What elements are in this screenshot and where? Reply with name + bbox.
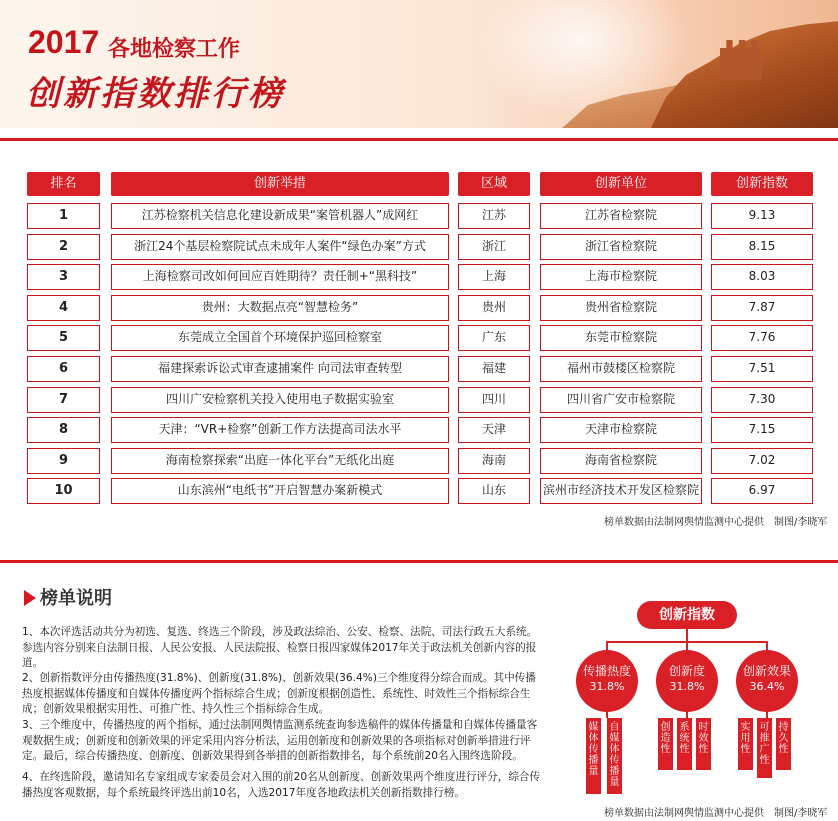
index-cell: 7.30 bbox=[711, 387, 813, 413]
unit-cell: 四川省广安市检察院 bbox=[540, 387, 702, 413]
region-cell: 四川 bbox=[458, 387, 530, 413]
diagram-root: 创新指数 bbox=[637, 601, 737, 629]
region-cell: 广东 bbox=[458, 325, 530, 351]
rank-cell: 8 bbox=[27, 417, 100, 443]
page-title: 创新指数排行榜 bbox=[26, 74, 285, 114]
measure-cell: 东莞成立全国首个环境保护巡回检察室 bbox=[111, 325, 449, 351]
index-cell: 8.15 bbox=[711, 234, 813, 260]
unit-cell: 滨州市经济技术开发区检察院 bbox=[540, 478, 702, 504]
index-cell: 7.87 bbox=[711, 295, 813, 321]
column-header-region: 区域 bbox=[458, 172, 530, 196]
column-header-rank: 排名 bbox=[27, 172, 100, 196]
measure-cell: 贵州：大数据点亮“智慧检务” bbox=[111, 295, 449, 321]
unit-cell: 天津市检察院 bbox=[540, 417, 702, 443]
dimension-weight: 36.4% bbox=[749, 680, 785, 693]
dimension-weight: 31.8% bbox=[589, 680, 625, 693]
rank-cell: 6 bbox=[27, 356, 100, 382]
rank-cell: 7 bbox=[27, 387, 100, 413]
explanation-paragraph: 2、创新指数评分由传播热度(31.8%)、创新度(31.8%)、创新效果(36.4%)三个维度得分综合而成。其中传播热度根据媒体传播度和自媒体传播度两个指标综合生成；创新度根据创造性、系统性、时效性三个指标综合生成；创新效果根据实用性、可推广性、持久性三个指标综合生成。 bbox=[22, 672, 536, 715]
arrow-icon bbox=[24, 590, 36, 606]
dimension-circle-spread bbox=[576, 650, 638, 712]
indicator-box: 持久性 bbox=[776, 718, 791, 770]
region-cell: 山东 bbox=[458, 478, 530, 504]
dimension-circle-effect bbox=[736, 650, 798, 712]
unit-cell: 上海市检察院 bbox=[540, 264, 702, 290]
explanation-credit: 榜单数据由法制网舆情监测中心提供 制图/李晓军 bbox=[604, 808, 828, 819]
indicator-box: 创造性 bbox=[658, 718, 673, 770]
dimension-name: 传播热度 bbox=[582, 664, 631, 678]
measure-cell: 四川广安检察机关投入使用电子数据实验室 bbox=[111, 387, 449, 413]
unit-cell: 东莞市检察院 bbox=[540, 325, 702, 351]
explanation-paragraph: 4、在终选阶段，邀请知名专家组成专家委员会对入围的前20名从创新度、创新效果两个维度进行评分，综合传播热度客观数据，每个系统最终评选出前10名，入选2017年度各地政法机关创新指数排行榜。 bbox=[22, 771, 541, 799]
unit-cell: 贵州省检察院 bbox=[540, 295, 702, 321]
index-cell: 7.51 bbox=[711, 356, 813, 382]
measure-cell: 海南检察探索“出庭一体化平台”无纸化出庭 bbox=[111, 448, 449, 474]
measure-cell: 上海检察司改如何回应百姓期待？责任制+“黑科技” bbox=[111, 264, 449, 290]
explanation-paragraph: 3、三个维度中，传播热度的两个指标，通过法制网舆情监测系统查询参选稿件的媒体传播量和自媒体传播量客观数据生成；创新度和创新效果的评定采用内容分析法，运用创新度和创新效果的各项指标对创新举措进行评定。最后，综合传播热度、创新度、创新效果得到各举措的创新指数排名，每个系统前20名入围终选阶段。 bbox=[22, 719, 538, 762]
explanation-title: 榜单说明 bbox=[40, 588, 112, 609]
unit-cell: 浙江省检察院 bbox=[540, 234, 702, 260]
dimension-circle-innovation bbox=[656, 650, 718, 712]
indicator-box: 媒体传播量 bbox=[586, 718, 601, 794]
measure-cell: 江苏检察机关信息化建设新成果“案管机器人”成网红 bbox=[111, 203, 449, 229]
explanation-paragraph: 1、本次评选活动共分为初选、复选、终选三个阶段，涉及政法综治、公安、检察、法院、司法行政五大系统。参选内容分别来自法制日报、人民公安报、人民法院报、检察日报四家媒体2017年关于政法机关创新内容的报道。 bbox=[22, 626, 538, 669]
region-cell: 贵州 bbox=[458, 295, 530, 321]
region-cell: 浙江 bbox=[458, 234, 530, 260]
rank-cell: 2 bbox=[27, 234, 100, 260]
region-cell: 海南 bbox=[458, 448, 530, 474]
title-subtitle: 各地检察工作 bbox=[108, 37, 241, 62]
measure-cell: 天津：“VR+检察”创新工作方法提高司法水平 bbox=[111, 417, 449, 443]
rank-cell: 10 bbox=[27, 478, 100, 504]
indicator-box: 系统性 bbox=[677, 718, 692, 770]
region-cell: 福建 bbox=[458, 356, 530, 382]
measure-cell: 福建探索诉讼式审查逮捕案件 向司法审查转型 bbox=[111, 356, 449, 382]
index-cell: 9.13 bbox=[711, 203, 813, 229]
column-header-unit: 创新单位 bbox=[540, 172, 702, 196]
index-cell: 7.76 bbox=[711, 325, 813, 351]
watchtower-image bbox=[720, 40, 762, 80]
section-divider bbox=[0, 538, 838, 548]
rank-cell: 1 bbox=[27, 203, 100, 229]
column-header-measure: 创新举措 bbox=[111, 172, 449, 196]
rank-cell: 4 bbox=[27, 295, 100, 321]
diagram-connector bbox=[686, 629, 688, 641]
region-cell: 天津 bbox=[458, 417, 530, 443]
dimension-name: 创新度 bbox=[668, 664, 705, 678]
dimension-name: 创新效果 bbox=[742, 664, 791, 678]
rank-cell: 9 bbox=[27, 448, 100, 474]
indicator-box: 可推广性 bbox=[757, 718, 772, 778]
index-cell: 7.02 bbox=[711, 448, 813, 474]
unit-cell: 江苏省检察院 bbox=[540, 203, 702, 229]
rank-cell: 3 bbox=[27, 264, 100, 290]
measure-cell: 浙江24个基层检察院试点未成年人案件“绿色办案”方式 bbox=[111, 234, 449, 260]
column-header-index: 创新指数 bbox=[711, 172, 813, 196]
index-cell: 8.03 bbox=[711, 264, 813, 290]
indicator-box: 实用性 bbox=[738, 718, 753, 770]
table-credit: 榜单数据由法制网舆情监测中心提供 制图/李晓军 bbox=[604, 517, 828, 528]
indicator-box: 时效性 bbox=[696, 718, 711, 770]
indicator-box: 自媒体传播量 bbox=[607, 718, 622, 794]
region-cell: 上海 bbox=[458, 264, 530, 290]
rank-cell: 5 bbox=[27, 325, 100, 351]
dimension-weight: 31.8% bbox=[669, 680, 705, 693]
title-year: 2017 bbox=[28, 24, 100, 60]
region-cell: 江苏 bbox=[458, 203, 530, 229]
unit-cell: 福州市鼓楼区检察院 bbox=[540, 356, 702, 382]
unit-cell: 海南省检察院 bbox=[540, 448, 702, 474]
index-cell: 6.97 bbox=[711, 478, 813, 504]
measure-cell: 山东滨州“电纸书”开启智慧办案新模式 bbox=[111, 478, 449, 504]
index-cell: 7.15 bbox=[711, 417, 813, 443]
